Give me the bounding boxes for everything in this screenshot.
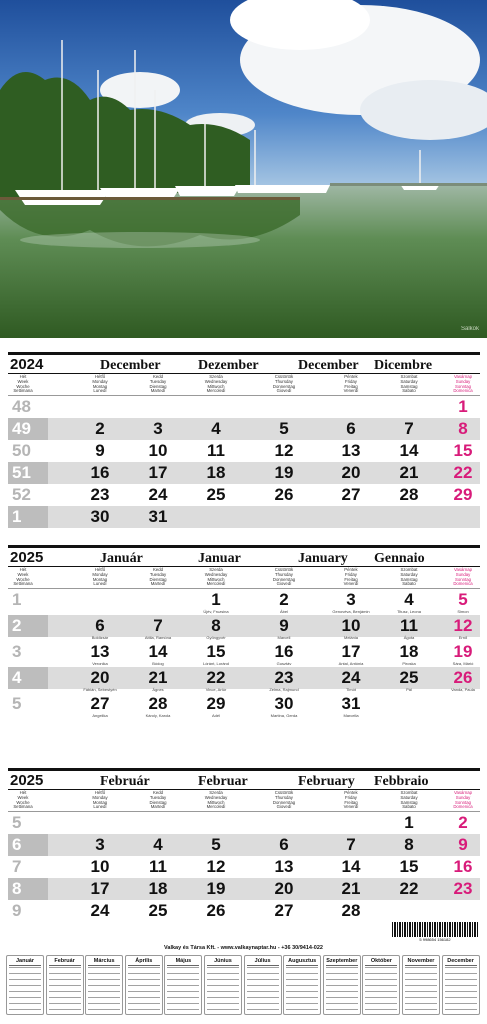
day-number: 13 (274, 857, 294, 876)
week-number: 4 (8, 667, 48, 689)
day-number: 28 (399, 485, 419, 504)
day-number: 26 (206, 901, 226, 920)
day-number: 2 (95, 419, 105, 438)
nameday-text: Pál (406, 687, 412, 692)
day-number: 22 (206, 668, 226, 687)
nameday-text: Sára, Márió (452, 661, 474, 666)
day-number: 25 (399, 668, 419, 687)
week-number: 1 (8, 506, 48, 528)
day-number: 27 (274, 901, 294, 920)
day-number: 23 (90, 485, 110, 504)
day-number: 16 (453, 857, 473, 876)
week-row (8, 856, 480, 878)
day-number: 4 (153, 835, 163, 854)
day-number: 17 (90, 879, 110, 898)
nameday-text: Ágnes (152, 687, 164, 692)
nameday-text: Gyöngyvér (206, 635, 226, 640)
week-number: 52 (8, 484, 48, 506)
nameday-text: Ábel (279, 609, 288, 614)
day-number: 1 (211, 590, 221, 609)
weekday-label: Szombat Saturday Samstag Sabato (400, 567, 418, 587)
marina-landscape-image (0, 0, 487, 338)
day-number: 10 (341, 616, 361, 635)
day-number: 8 (458, 419, 468, 438)
nameday-text: Fábián, Sebestyén (83, 687, 117, 692)
day-number: 4 (404, 590, 414, 609)
week-number: 5 (8, 693, 48, 715)
weekday-header (8, 790, 480, 812)
mini-month (402, 955, 440, 1015)
mini-month-title: Január (15, 958, 35, 964)
nameday-text: Melánia (343, 635, 358, 640)
day-number: 17 (148, 463, 168, 482)
weekday-label: Szerda Wednesday Mittwoch Mercoledì (204, 374, 228, 394)
photo-credit: Salkok (460, 326, 479, 332)
day-number: 22 (453, 463, 473, 482)
nameday-text: Gusztáv (276, 661, 292, 666)
week-column-label: Hét Week Woche Settimana (13, 567, 33, 587)
week-number: 49 (8, 418, 48, 440)
day-number: 11 (207, 441, 225, 460)
day-number: 31 (341, 694, 361, 713)
mini-month (204, 955, 242, 1015)
weekday-label: Szombat Saturday Samstag Sabato (400, 790, 418, 810)
day-number: 19 (206, 879, 226, 898)
day-number: 1 (458, 397, 468, 416)
weekday-label: Vasárnap Sunday Sonntag Domenica (453, 790, 473, 810)
week-number: 6 (8, 834, 48, 856)
mini-month (85, 955, 123, 1015)
nameday-text: Attila, Ramóna (144, 635, 172, 640)
month-header (8, 352, 480, 374)
weekday-label: Vasárnap Sunday Sonntag Domenica (453, 567, 473, 587)
day-number: 7 (346, 835, 356, 854)
week-row (8, 878, 480, 900)
mini-month-divider (247, 965, 279, 966)
day-number: 27 (90, 694, 110, 713)
week-number: 7 (8, 856, 48, 878)
month-header (8, 768, 480, 790)
day-number: 15 (399, 857, 419, 876)
mini-month-grid (445, 967, 477, 1011)
mini-month-grid (49, 967, 81, 1011)
mini-month (323, 955, 361, 1015)
day-number: 18 (206, 463, 226, 482)
day-number: 4 (211, 419, 221, 438)
week-row (8, 462, 480, 484)
day-number: 9 (279, 616, 289, 635)
day-number: 2 (458, 813, 468, 832)
week-number: 50 (8, 440, 48, 462)
day-number: 27 (341, 485, 361, 504)
day-number: 21 (148, 668, 168, 687)
nameday-text: Martina, Gerda (270, 713, 298, 718)
month-header (8, 545, 480, 567)
day-number: 11 (400, 616, 418, 635)
day-number: 1 (404, 813, 414, 832)
mini-month-title: Április (135, 958, 153, 964)
mini-month-grid (128, 967, 160, 1011)
mini-month-title: Február (54, 958, 75, 964)
month-year: 2025 (10, 772, 44, 789)
weekday-label: Csütörtök Thursday Donnerstag Giovedì (272, 790, 296, 810)
weekday-header (8, 374, 480, 396)
nameday-text: Antal, Antónia (338, 661, 364, 666)
harbor-photo (0, 0, 487, 338)
day-number: 15 (453, 441, 473, 460)
day-number: 6 (346, 419, 356, 438)
week-number: 9 (8, 900, 48, 922)
mini-month-grid (365, 967, 397, 1011)
day-number: 20 (90, 668, 110, 687)
weekday-label: Vasárnap Sunday Sonntag Domenica (453, 374, 473, 394)
month-name: Gennaio (374, 551, 425, 566)
day-number: 29 (453, 485, 473, 504)
weekday-label: Hétfő Monday Montag Lunedì (92, 567, 108, 587)
mini-month-divider (167, 965, 199, 966)
barcode-number: 5 998654 156182 (419, 937, 451, 942)
mini-month-divider (365, 965, 397, 966)
nameday-text: Vanda, Paula (451, 687, 475, 692)
day-number: 25 (148, 901, 168, 920)
publisher-line: Valkay és Társa Kft. - www.valkaynaptar.hu - +36 30/9414-022 (164, 945, 323, 951)
day-number: 24 (341, 668, 361, 687)
day-number: 23 (453, 879, 473, 898)
day-number: 13 (90, 642, 110, 661)
weekday-label: Kedd Tuesday Dienstag Martedì (149, 374, 167, 394)
nameday-text: Titusz, Leona (397, 609, 421, 614)
day-number: 28 (148, 694, 168, 713)
week-row (8, 506, 480, 528)
day-number: 25 (206, 485, 226, 504)
mini-month-title: November (407, 958, 435, 964)
nameday-text: Újév, Fruzsina (203, 609, 229, 614)
day-number: 23 (274, 668, 294, 687)
week-number: 51 (8, 462, 48, 484)
mini-month-divider (405, 965, 437, 966)
week-number: 48 (8, 396, 48, 418)
nameday-text: Simon (457, 609, 469, 614)
month-year: 2024 (10, 356, 44, 373)
day-number: 14 (399, 441, 419, 460)
mini-month-title: Október (370, 958, 392, 964)
mini-month-divider (326, 965, 358, 966)
mini-month-title: Május (175, 958, 192, 964)
day-number: 12 (274, 441, 294, 460)
nameday-text: Marcell (277, 635, 291, 640)
mini-month (244, 955, 282, 1015)
month-name: December (100, 358, 161, 373)
weekday-label: Szerda Wednesday Mittwoch Mercoledì (204, 790, 228, 810)
nameday-text: Bódog (152, 661, 164, 666)
day-number: 16 (90, 463, 110, 482)
week-number: 2 (8, 615, 48, 637)
day-number: 21 (341, 879, 361, 898)
day-number: 5 (211, 835, 221, 854)
week-row (8, 667, 480, 692)
nameday-text: Piroska (402, 661, 416, 666)
nameday-text: Boldizsár (91, 635, 109, 640)
day-number: 22 (399, 879, 419, 898)
month-block-december-2024 (8, 352, 480, 532)
month-name: Febbraio (374, 774, 429, 789)
day-number: 5 (458, 590, 468, 609)
nameday-text: Angelika (92, 713, 108, 718)
mini-month (125, 955, 163, 1015)
mini-month (46, 955, 84, 1015)
day-number: 18 (399, 642, 419, 661)
weekday-label: Hétfő Monday Montag Lunedì (92, 374, 108, 394)
week-row (8, 615, 480, 640)
day-number: 6 (95, 616, 105, 635)
day-number: 12 (453, 616, 473, 635)
month-name: Február (100, 774, 150, 789)
day-number: 18 (148, 879, 168, 898)
day-number: 3 (153, 419, 163, 438)
month-name: Februar (198, 774, 248, 789)
week-number: 1 (8, 589, 48, 611)
nameday-text: Zelma, Rajmund (269, 687, 299, 692)
day-number: 26 (274, 485, 294, 504)
day-number: 30 (90, 507, 110, 526)
day-number: 19 (274, 463, 294, 482)
nameday-text: Vince, Artúr (205, 687, 227, 692)
nameday-text: Genovéva, Benjámin (332, 609, 370, 614)
week-column-label: Hét Week Woche Settimana (13, 790, 33, 810)
week-row (8, 396, 480, 418)
weekday-label: Kedd Tuesday Dienstag Martedì (149, 790, 167, 810)
mini-month-grid (9, 967, 41, 1011)
mini-month-divider (445, 965, 477, 966)
day-number: 15 (206, 642, 226, 661)
weekday-header (8, 567, 480, 589)
weekday-label: Péntek Friday Freitag Venerdì (343, 567, 359, 587)
mini-month-divider (9, 965, 41, 966)
nameday-text: Veronika (92, 661, 108, 666)
mini-month-title: Július (254, 958, 271, 964)
day-number: 14 (148, 642, 168, 661)
weekday-label: Szerda Wednesday Mittwoch Mercoledì (204, 567, 228, 587)
week-row (8, 693, 480, 718)
day-number: 9 (458, 835, 468, 854)
day-number: 20 (274, 879, 294, 898)
day-number: 26 (453, 668, 473, 687)
day-number: 3 (95, 835, 105, 854)
month-block-february-2025 (8, 768, 480, 936)
week-row (8, 589, 480, 614)
month-name: Január (100, 551, 143, 566)
weekday-label: Péntek Friday Freitag Venerdì (343, 790, 359, 810)
day-number: 2 (279, 590, 289, 609)
month-name: January (298, 551, 348, 566)
mini-month-grid (207, 967, 239, 1011)
week-row (8, 812, 480, 834)
day-number: 19 (453, 642, 473, 661)
week-row (8, 484, 480, 506)
nameday-text: Adél (211, 713, 220, 718)
day-number: 14 (341, 857, 361, 876)
week-column-label: Hét Week Woche Settimana (13, 374, 33, 394)
nameday-text: Ernő (458, 635, 468, 640)
day-number: 8 (211, 616, 221, 635)
day-number: 30 (274, 694, 294, 713)
month-year: 2025 (10, 549, 44, 566)
day-number: 24 (90, 901, 110, 920)
day-number: 9 (95, 441, 105, 460)
month-name: Januar (198, 551, 241, 566)
month-name: February (298, 774, 355, 789)
mini-month-divider (49, 965, 81, 966)
mini-month-divider (88, 965, 120, 966)
week-row (8, 440, 480, 462)
mini-month-divider (286, 965, 318, 966)
nameday-text: Marcella (343, 713, 359, 718)
mini-month-title: December (447, 958, 474, 964)
day-number: 13 (341, 441, 361, 460)
mini-month (6, 955, 44, 1015)
weekday-label: Hétfő Monday Montag Lunedì (92, 790, 108, 810)
nameday-text: Károly, Karola (145, 713, 171, 718)
week-row (8, 418, 480, 440)
mini-month-grid (167, 967, 199, 1011)
day-number: 7 (404, 419, 414, 438)
week-row (8, 900, 480, 922)
nameday-text: Lóránt, Loránd (202, 661, 230, 666)
day-number: 10 (90, 857, 110, 876)
day-number: 17 (341, 642, 361, 661)
day-number: 12 (206, 857, 226, 876)
day-number: 29 (206, 694, 226, 713)
day-number: 8 (404, 835, 414, 854)
month-name: December (298, 358, 359, 373)
week-number: 5 (8, 812, 48, 834)
mini-month-divider (128, 965, 160, 966)
mini-month-grid (405, 967, 437, 1011)
day-number: 28 (341, 901, 361, 920)
mini-month-divider (207, 965, 239, 966)
day-number: 10 (148, 441, 168, 460)
day-number: 20 (341, 463, 361, 482)
nameday-text: Ágota (403, 635, 415, 640)
day-number: 7 (153, 616, 163, 635)
barcode (392, 922, 478, 937)
week-row (8, 834, 480, 856)
day-number: 6 (279, 835, 289, 854)
day-number: 5 (279, 419, 289, 438)
day-number: 31 (148, 507, 168, 526)
day-number: 3 (346, 590, 356, 609)
mini-month-title: Március (93, 958, 115, 964)
week-number: 3 (8, 641, 48, 663)
mini-month (164, 955, 202, 1015)
mini-month-title: Június (214, 958, 232, 964)
month-name: Dezember (198, 358, 259, 373)
mini-month-title: Szeptember (326, 958, 358, 964)
month-block-january-2025 (8, 545, 480, 725)
yearly-mini-calendar (6, 955, 482, 1017)
day-number: 24 (148, 485, 168, 504)
day-number: 16 (274, 642, 294, 661)
day-number: 11 (149, 857, 167, 876)
weekday-label: Csütörtök Thursday Donnerstag Giovedì (272, 374, 296, 394)
mini-month-grid (286, 967, 318, 1011)
mini-month-title: Augusztus (288, 958, 317, 964)
weekday-label: Csütörtök Thursday Donnerstag Giovedì (272, 567, 296, 587)
nameday-text: Timót (346, 687, 356, 692)
mini-month (362, 955, 400, 1015)
mini-month-grid (326, 967, 358, 1011)
mini-month (442, 955, 480, 1015)
day-number: 21 (399, 463, 419, 482)
week-number: 8 (8, 878, 48, 900)
month-name: Dicembre (374, 358, 433, 373)
weekday-label: Péntek Friday Freitag Venerdì (343, 374, 359, 394)
mini-month (283, 955, 321, 1015)
mini-month-grid (247, 967, 279, 1011)
week-row (8, 641, 480, 666)
weekday-label: Kedd Tuesday Dienstag Martedì (149, 567, 167, 587)
weekday-label: Szombat Saturday Samstag Sabato (400, 374, 418, 394)
mini-month-grid (88, 967, 120, 1011)
